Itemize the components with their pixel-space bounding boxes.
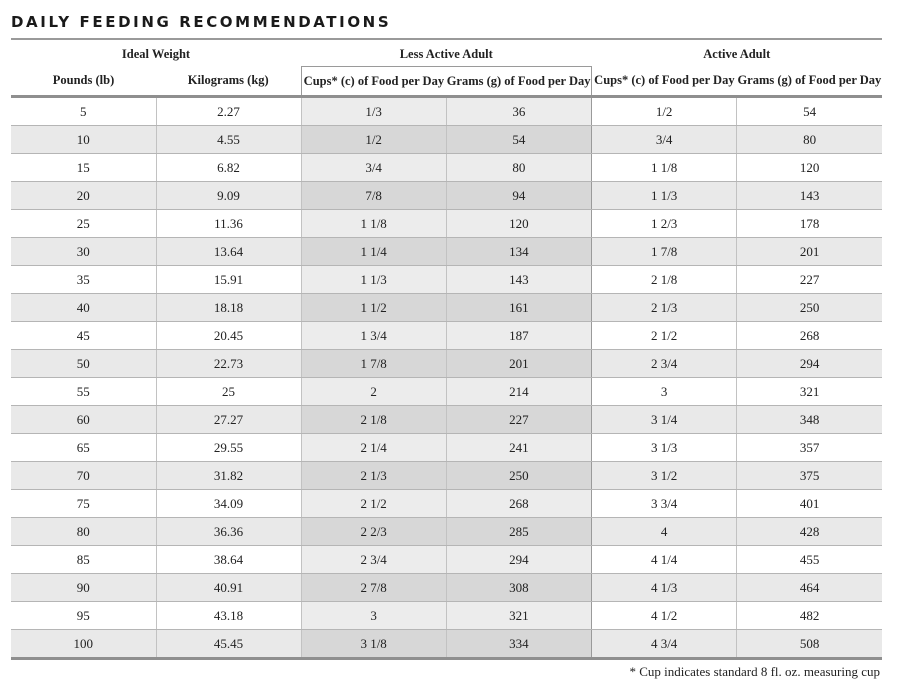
- cell-less-active-cups: 2 3/4: [301, 546, 446, 574]
- col-pounds: Pounds (lb): [11, 67, 156, 97]
- cell-less-active-grams: 36: [446, 97, 591, 126]
- cell-active-cups: 4 1/2: [592, 602, 737, 630]
- cell-less-active-cups: 1/3: [301, 97, 446, 126]
- cell-kilograms: 27.27: [156, 406, 301, 434]
- cell-less-active-grams: 187: [446, 322, 591, 350]
- cell-active-grams: 455: [737, 546, 882, 574]
- cell-pounds: 20: [11, 182, 156, 210]
- cell-active-cups: 1 7/8: [592, 238, 737, 266]
- footnote: * Cup indicates standard 8 fl. oz. measuring cup: [629, 664, 880, 679]
- cell-less-active-cups: 1 1/3: [301, 266, 446, 294]
- cell-pounds: 80: [11, 518, 156, 546]
- cell-pounds: 70: [11, 462, 156, 490]
- cell-pounds: 15: [11, 154, 156, 182]
- cell-active-grams: 482: [737, 602, 882, 630]
- cell-pounds: 60: [11, 406, 156, 434]
- cell-less-active-cups: 3: [301, 602, 446, 630]
- cell-active-grams: 80: [737, 126, 882, 154]
- cell-kilograms: 43.18: [156, 602, 301, 630]
- cell-less-active-grams: 241: [446, 434, 591, 462]
- table-row: [11, 322, 882, 350]
- cell-active-cups: 3 1/4: [592, 406, 737, 434]
- cell-pounds: 85: [11, 546, 156, 574]
- cell-active-cups: 1 2/3: [592, 210, 737, 238]
- cell-less-active-cups: 2 7/8: [301, 574, 446, 602]
- cell-less-active-cups: 1 1/4: [301, 238, 446, 266]
- cell-active-cups: 1 1/8: [592, 154, 737, 182]
- cell-kilograms: 15.91: [156, 266, 301, 294]
- cell-active-grams: 348: [737, 406, 882, 434]
- table-row: [11, 518, 882, 546]
- cell-kilograms: 11.36: [156, 210, 301, 238]
- cell-pounds: 65: [11, 434, 156, 462]
- cell-active-grams: 508: [737, 630, 882, 659]
- table-row: [11, 546, 882, 574]
- cell-less-active-cups: 7/8: [301, 182, 446, 210]
- table-row: [11, 574, 882, 602]
- cell-active-cups: 3: [592, 378, 737, 406]
- cell-active-grams: 294: [737, 350, 882, 378]
- group-less-active-adult: Less Active Adult: [399, 46, 493, 61]
- cell-kilograms: 45.45: [156, 630, 301, 659]
- table-row: [11, 126, 882, 154]
- cell-pounds: 25: [11, 210, 156, 238]
- table-row: [11, 210, 882, 238]
- cell-pounds: 45: [11, 322, 156, 350]
- cell-less-active-cups: 1 1/8: [301, 210, 446, 238]
- cell-kilograms: 36.36: [156, 518, 301, 546]
- table-row: [11, 602, 882, 630]
- cell-kilograms: 22.73: [156, 350, 301, 378]
- table-row: [11, 154, 882, 182]
- table-body: [11, 97, 882, 659]
- table-row: [11, 294, 882, 322]
- cell-active-cups: 4 3/4: [592, 630, 737, 659]
- col-kilograms: Kilograms (kg): [156, 67, 301, 97]
- cell-active-cups: 2 3/4: [592, 350, 737, 378]
- cell-less-active-grams: 268: [446, 490, 591, 518]
- cell-less-active-grams: 214: [446, 378, 591, 406]
- cell-less-active-grams: 161: [446, 294, 591, 322]
- col-less-active-cups: Cups* (c) of Food per Day: [301, 67, 446, 97]
- cell-less-active-grams: 334: [446, 630, 591, 659]
- cell-active-cups: 4 1/3: [592, 574, 737, 602]
- col-active-grams: Grams (g) of Food per Day: [737, 67, 882, 97]
- cell-active-cups: 1/2: [592, 97, 737, 126]
- cell-pounds: 35: [11, 266, 156, 294]
- cell-kilograms: 2.27: [156, 97, 301, 126]
- cell-active-grams: 464: [737, 574, 882, 602]
- cell-less-active-grams: 94: [446, 182, 591, 210]
- cell-kilograms: 34.09: [156, 490, 301, 518]
- cell-active-cups: 3/4: [592, 126, 737, 154]
- table-row: [11, 238, 882, 266]
- cell-pounds: 90: [11, 574, 156, 602]
- cell-less-active-grams: 120: [446, 210, 591, 238]
- cell-kilograms: 6.82: [156, 154, 301, 182]
- table-row: [11, 462, 882, 490]
- group-header-row: [11, 42, 882, 67]
- cell-less-active-grams: 285: [446, 518, 591, 546]
- cell-pounds: 75: [11, 490, 156, 518]
- cell-less-active-cups: 3/4: [301, 154, 446, 182]
- cell-less-active-cups: 2 1/3: [301, 462, 446, 490]
- table-row: [11, 434, 882, 462]
- group-ideal-weight: Ideal Weight: [121, 46, 191, 61]
- page-title: DAILY FEEDING RECOMMENDATIONS: [11, 13, 392, 31]
- cell-active-cups: 3 1/2: [592, 462, 737, 490]
- cell-less-active-grams: 143: [446, 266, 591, 294]
- cell-less-active-cups: 1/2: [301, 126, 446, 154]
- cell-less-active-grams: 250: [446, 462, 591, 490]
- cell-kilograms: 40.91: [156, 574, 301, 602]
- cell-pounds: 5: [11, 97, 156, 126]
- cell-less-active-grams: 134: [446, 238, 591, 266]
- cell-less-active-grams: 54: [446, 126, 591, 154]
- cell-kilograms: 20.45: [156, 322, 301, 350]
- feeding-table: [11, 42, 882, 660]
- cell-active-grams: 401: [737, 490, 882, 518]
- cell-active-cups: 2 1/8: [592, 266, 737, 294]
- cell-kilograms: 31.82: [156, 462, 301, 490]
- cell-pounds: 55: [11, 378, 156, 406]
- cell-pounds: 30: [11, 238, 156, 266]
- cell-active-grams: 143: [737, 182, 882, 210]
- cell-kilograms: 29.55: [156, 434, 301, 462]
- cell-kilograms: 18.18: [156, 294, 301, 322]
- cell-active-grams: 321: [737, 378, 882, 406]
- cell-kilograms: 9.09: [156, 182, 301, 210]
- cell-less-active-cups: 1 3/4: [301, 322, 446, 350]
- cell-less-active-cups: 2 1/2: [301, 490, 446, 518]
- table-row: [11, 378, 882, 406]
- cell-less-active-grams: 227: [446, 406, 591, 434]
- cell-less-active-grams: 201: [446, 350, 591, 378]
- cell-active-grams: 54: [737, 97, 882, 126]
- cell-less-active-cups: 3 1/8: [301, 630, 446, 659]
- cell-active-grams: 120: [737, 154, 882, 182]
- cell-active-cups: 4: [592, 518, 737, 546]
- cell-active-grams: 428: [737, 518, 882, 546]
- table-row: [11, 97, 882, 126]
- cell-pounds: 10: [11, 126, 156, 154]
- col-active-cups: Cups* (c) of Food per Day: [592, 67, 737, 97]
- cell-active-cups: 1 1/3: [592, 182, 737, 210]
- cell-active-grams: 357: [737, 434, 882, 462]
- table-row: [11, 350, 882, 378]
- cell-active-cups: 2 1/3: [592, 294, 737, 322]
- cell-pounds: 95: [11, 602, 156, 630]
- cell-less-active-cups: 2 1/8: [301, 406, 446, 434]
- cell-active-grams: 250: [737, 294, 882, 322]
- col-less-active-grams: Grams (g) of Food per Day: [446, 67, 591, 97]
- cell-active-grams: 178: [737, 210, 882, 238]
- table-row: [11, 490, 882, 518]
- cell-pounds: 100: [11, 630, 156, 659]
- cell-pounds: 40: [11, 294, 156, 322]
- cell-kilograms: 13.64: [156, 238, 301, 266]
- cell-less-active-grams: 80: [446, 154, 591, 182]
- cell-kilograms: 25: [156, 378, 301, 406]
- cell-pounds: 50: [11, 350, 156, 378]
- table-row: [11, 266, 882, 294]
- cell-active-cups: 3 3/4: [592, 490, 737, 518]
- cell-active-grams: 227: [737, 266, 882, 294]
- cell-less-active-cups: 1 1/2: [301, 294, 446, 322]
- column-header-row: [11, 67, 882, 97]
- cell-less-active-cups: 1 7/8: [301, 350, 446, 378]
- cell-less-active-grams: 294: [446, 546, 591, 574]
- cell-active-cups: 3 1/3: [592, 434, 737, 462]
- table-row: [11, 630, 882, 659]
- cell-less-active-grams: 308: [446, 574, 591, 602]
- table-row: [11, 182, 882, 210]
- cell-active-cups: 2 1/2: [592, 322, 737, 350]
- cell-less-active-grams: 321: [446, 602, 591, 630]
- cell-less-active-cups: 2 2/3: [301, 518, 446, 546]
- title-rule: [11, 38, 882, 40]
- cell-less-active-cups: 2 1/4: [301, 434, 446, 462]
- cell-active-grams: 201: [737, 238, 882, 266]
- cell-less-active-cups: 2: [301, 378, 446, 406]
- cell-active-cups: 4 1/4: [592, 546, 737, 574]
- group-active-adult: Active Adult: [703, 46, 771, 61]
- cell-active-grams: 268: [737, 322, 882, 350]
- cell-active-grams: 375: [737, 462, 882, 490]
- cell-kilograms: 38.64: [156, 546, 301, 574]
- cell-kilograms: 4.55: [156, 126, 301, 154]
- table-row: [11, 406, 882, 434]
